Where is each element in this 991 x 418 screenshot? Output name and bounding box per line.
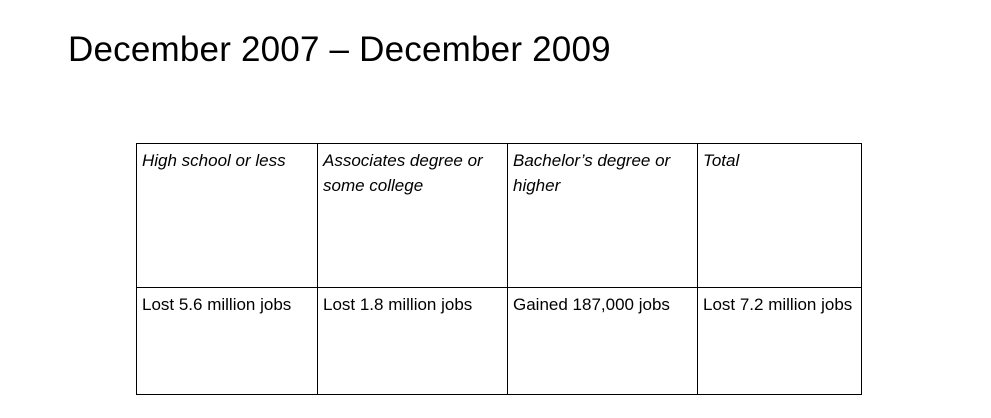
table-row bbox=[137, 288, 862, 395]
header-cell-total: Total bbox=[698, 144, 862, 288]
header-cell-high-school: High school or less bbox=[137, 144, 318, 288]
jobs-table bbox=[136, 143, 862, 395]
value-cell-associates: Lost 1.8 million jobs bbox=[318, 288, 508, 395]
table-header-row bbox=[137, 144, 862, 288]
header-cell-bachelors: Bachelor’s degree or higher bbox=[508, 144, 698, 288]
value-cell-total: Lost 7.2 million jobs bbox=[698, 288, 862, 395]
value-cell-bachelors: Gained 187,000 jobs bbox=[508, 288, 698, 395]
header-cell-associates: Associates degree or some college bbox=[318, 144, 508, 288]
value-cell-high-school: Lost 5.6 million jobs bbox=[137, 288, 318, 395]
slide-title: December 2007 – December 2009 bbox=[68, 30, 611, 69]
